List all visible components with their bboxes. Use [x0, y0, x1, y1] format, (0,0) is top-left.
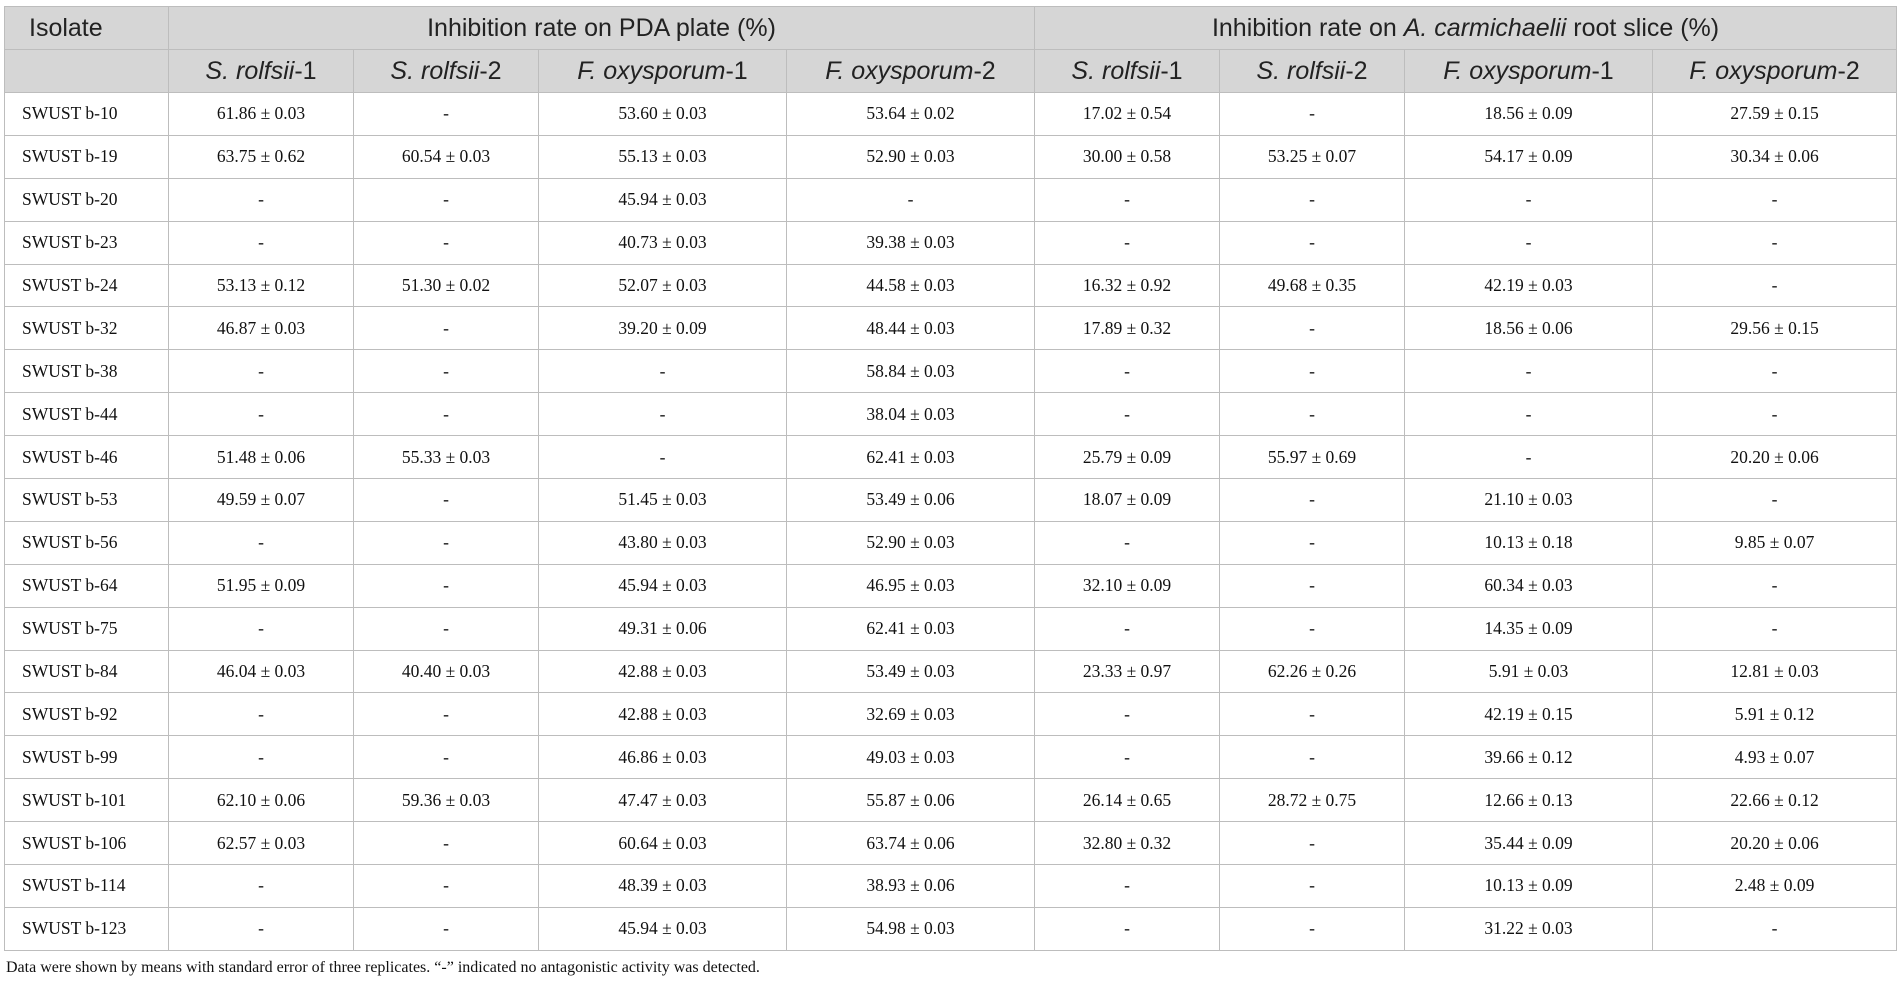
isolate-cell: SWUST b-84 [5, 650, 169, 693]
value-cell: 42.88 ± 0.03 [539, 693, 787, 736]
isolate-cell: SWUST b-23 [5, 221, 169, 264]
value-cell: - [354, 607, 539, 650]
value-cell: - [354, 865, 539, 908]
table-row [5, 564, 1897, 607]
isolate-cell: SWUST b-46 [5, 436, 169, 479]
value-cell: - [1035, 693, 1220, 736]
table-row [5, 264, 1897, 307]
pathogen-header [787, 50, 1035, 93]
isolate-cell: SWUST b-99 [5, 736, 169, 779]
group-header-root-slice [1035, 7, 1897, 50]
value-cell: - [354, 822, 539, 865]
value-cell: 23.33 ± 0.97 [1035, 650, 1220, 693]
value-cell: - [787, 178, 1035, 221]
table-row [5, 221, 1897, 264]
value-cell: - [1653, 178, 1897, 221]
isolate-cell: SWUST b-10 [5, 93, 169, 136]
value-cell: 30.34 ± 0.06 [1653, 135, 1897, 178]
value-cell: - [169, 178, 354, 221]
value-cell: 53.25 ± 0.07 [1220, 135, 1405, 178]
value-cell: - [1220, 307, 1405, 350]
group-header-pda: Inhibition rate on PDA plate (%) [169, 7, 1035, 50]
value-cell: - [1035, 350, 1220, 393]
value-cell: - [169, 521, 354, 564]
value-cell: 2.48 ± 0.09 [1653, 865, 1897, 908]
value-cell: 14.35 ± 0.09 [1405, 607, 1653, 650]
table-row [5, 521, 1897, 564]
pathogen-strain: -2 [1837, 56, 1860, 85]
value-cell: - [1220, 479, 1405, 522]
value-cell: - [1653, 607, 1897, 650]
value-cell: - [1405, 350, 1653, 393]
isolate-cell: SWUST b-92 [5, 693, 169, 736]
value-cell: - [1035, 221, 1220, 264]
group-root-suffix: root slice (%) [1566, 13, 1720, 42]
pathogen-species: F. oxysporum [1443, 56, 1592, 85]
group-root-species: A. carmichaelii [1403, 13, 1567, 42]
value-cell: - [1653, 264, 1897, 307]
value-cell: 62.26 ± 0.26 [1220, 650, 1405, 693]
value-cell: 39.66 ± 0.12 [1405, 736, 1653, 779]
value-cell: - [354, 93, 539, 136]
value-cell: 38.04 ± 0.03 [787, 393, 1035, 436]
value-cell: 60.54 ± 0.03 [354, 135, 539, 178]
value-cell: - [169, 736, 354, 779]
value-cell: 52.90 ± 0.03 [787, 135, 1035, 178]
isolate-cell: SWUST b-19 [5, 135, 169, 178]
value-cell: 10.13 ± 0.18 [1405, 521, 1653, 564]
isolate-cell: SWUST b-44 [5, 393, 169, 436]
value-cell: - [354, 393, 539, 436]
pathogen-header [1405, 50, 1653, 93]
value-cell: 17.02 ± 0.54 [1035, 93, 1220, 136]
table-row [5, 779, 1897, 822]
value-cell: 58.84 ± 0.03 [787, 350, 1035, 393]
value-cell: 46.04 ± 0.03 [169, 650, 354, 693]
value-cell: - [354, 307, 539, 350]
value-cell: - [169, 693, 354, 736]
value-cell: 26.14 ± 0.65 [1035, 779, 1220, 822]
value-cell: 53.13 ± 0.12 [169, 264, 354, 307]
value-cell: 62.41 ± 0.03 [787, 607, 1035, 650]
value-cell: - [354, 564, 539, 607]
value-cell: 42.88 ± 0.03 [539, 650, 787, 693]
isolate-header: Isolate [5, 7, 169, 50]
value-cell: 54.98 ± 0.03 [787, 907, 1035, 950]
group-root-prefix: Inhibition rate on [1211, 13, 1404, 42]
value-cell: 25.79 ± 0.09 [1035, 436, 1220, 479]
isolate-cell: SWUST b-101 [5, 779, 169, 822]
value-cell: 60.64 ± 0.03 [539, 822, 787, 865]
value-cell: 49.03 ± 0.03 [787, 736, 1035, 779]
isolate-header-spacer [5, 50, 169, 93]
pathogen-species: F. oxysporum [825, 56, 974, 85]
isolate-cell: SWUST b-75 [5, 607, 169, 650]
value-cell: 39.38 ± 0.03 [787, 221, 1035, 264]
value-cell: 17.89 ± 0.32 [1035, 307, 1220, 350]
value-cell: - [1035, 607, 1220, 650]
value-cell: 42.19 ± 0.03 [1405, 264, 1653, 307]
pathogen-header [1035, 50, 1220, 93]
value-cell: 46.86 ± 0.03 [539, 736, 787, 779]
table-header [5, 7, 1897, 93]
value-cell: - [169, 607, 354, 650]
value-cell: 53.49 ± 0.06 [787, 479, 1035, 522]
value-cell: 18.56 ± 0.06 [1405, 307, 1653, 350]
value-cell: - [169, 393, 354, 436]
isolate-cell: SWUST b-114 [5, 865, 169, 908]
value-cell: - [354, 350, 539, 393]
pathogen-species: F. oxysporum [1689, 56, 1838, 85]
table-row [5, 865, 1897, 908]
value-cell: 45.94 ± 0.03 [539, 907, 787, 950]
value-cell: 12.81 ± 0.03 [1653, 650, 1897, 693]
value-cell: 62.41 ± 0.03 [787, 436, 1035, 479]
value-cell: - [1220, 736, 1405, 779]
value-cell: - [169, 907, 354, 950]
isolate-cell: SWUST b-123 [5, 907, 169, 950]
value-cell: 55.97 ± 0.69 [1220, 436, 1405, 479]
value-cell: 20.20 ± 0.06 [1653, 436, 1897, 479]
value-cell: - [354, 221, 539, 264]
pathogen-strain: -1 [725, 56, 748, 85]
value-cell: 63.74 ± 0.06 [787, 822, 1035, 865]
pathogen-header [169, 50, 354, 93]
pathogen-strain: -2 [479, 56, 502, 85]
table-container [4, 6, 1896, 977]
value-cell: 52.07 ± 0.03 [539, 264, 787, 307]
isolate-cell: SWUST b-24 [5, 264, 169, 307]
value-cell: - [1220, 607, 1405, 650]
value-cell: - [1035, 736, 1220, 779]
value-cell: 32.69 ± 0.03 [787, 693, 1035, 736]
isolate-cell: SWUST b-106 [5, 822, 169, 865]
value-cell: - [1220, 521, 1405, 564]
table-row [5, 607, 1897, 650]
table-row [5, 93, 1897, 136]
value-cell: 43.80 ± 0.03 [539, 521, 787, 564]
value-cell: - [1653, 221, 1897, 264]
isolate-cell: SWUST b-32 [5, 307, 169, 350]
value-cell: - [1653, 907, 1897, 950]
isolate-cell: SWUST b-38 [5, 350, 169, 393]
value-cell: 44.58 ± 0.03 [787, 264, 1035, 307]
pathogen-strain: -2 [973, 56, 996, 85]
table-row [5, 393, 1897, 436]
value-cell: 35.44 ± 0.09 [1405, 822, 1653, 865]
value-cell: 46.95 ± 0.03 [787, 564, 1035, 607]
value-cell: - [354, 907, 539, 950]
value-cell: 32.80 ± 0.32 [1035, 822, 1220, 865]
value-cell: - [1653, 393, 1897, 436]
pathogen-header [1653, 50, 1897, 93]
pathogen-species: F. oxysporum [577, 56, 726, 85]
value-cell: - [1035, 907, 1220, 950]
isolate-cell: SWUST b-56 [5, 521, 169, 564]
pathogen-species: S. rolfsii [1071, 56, 1161, 85]
inhibition-rate-table [4, 6, 1897, 951]
value-cell: 63.75 ± 0.62 [169, 135, 354, 178]
value-cell: - [354, 178, 539, 221]
value-cell: 18.56 ± 0.09 [1405, 93, 1653, 136]
table-row [5, 693, 1897, 736]
pathogen-species: S. rolfsii [205, 56, 295, 85]
value-cell: - [1405, 393, 1653, 436]
value-cell: - [539, 393, 787, 436]
value-cell: 49.68 ± 0.35 [1220, 264, 1405, 307]
pathogen-species: S. rolfsii [1256, 56, 1346, 85]
value-cell: 53.60 ± 0.03 [539, 93, 787, 136]
value-cell: 40.40 ± 0.03 [354, 650, 539, 693]
value-cell: 20.20 ± 0.06 [1653, 822, 1897, 865]
value-cell: 48.44 ± 0.03 [787, 307, 1035, 350]
table-row [5, 822, 1897, 865]
value-cell: 51.30 ± 0.02 [354, 264, 539, 307]
value-cell: - [1220, 693, 1405, 736]
value-cell: 62.57 ± 0.03 [169, 822, 354, 865]
value-cell: - [1220, 178, 1405, 221]
pathogen-species: S. rolfsii [390, 56, 480, 85]
isolate-cell: SWUST b-20 [5, 178, 169, 221]
table-footnote: Data were shown by means with standard error of three replicates. “-” indicated no antagonistic activity was detected. [6, 958, 760, 976]
pathogen-header [354, 50, 539, 93]
header-row-groups [5, 7, 1897, 50]
value-cell: - [169, 865, 354, 908]
value-cell: 39.20 ± 0.09 [539, 307, 787, 350]
value-cell: - [354, 693, 539, 736]
table-body [5, 93, 1897, 951]
value-cell: - [1220, 350, 1405, 393]
value-cell: 31.22 ± 0.03 [1405, 907, 1653, 950]
value-cell: 5.91 ± 0.03 [1405, 650, 1653, 693]
pathogen-strain: -1 [1591, 56, 1614, 85]
value-cell: 5.91 ± 0.12 [1653, 693, 1897, 736]
value-cell: 51.95 ± 0.09 [169, 564, 354, 607]
value-cell: - [539, 436, 787, 479]
table-row [5, 350, 1897, 393]
value-cell: - [354, 521, 539, 564]
value-cell: - [1035, 393, 1220, 436]
value-cell: 62.10 ± 0.06 [169, 779, 354, 822]
table-row [5, 650, 1897, 693]
value-cell: - [1220, 865, 1405, 908]
value-cell: 45.94 ± 0.03 [539, 564, 787, 607]
value-cell: 55.33 ± 0.03 [354, 436, 539, 479]
value-cell: 49.31 ± 0.06 [539, 607, 787, 650]
value-cell: - [1220, 822, 1405, 865]
value-cell: 54.17 ± 0.09 [1405, 135, 1653, 178]
value-cell: 38.93 ± 0.06 [787, 865, 1035, 908]
value-cell: 53.64 ± 0.02 [787, 93, 1035, 136]
table-row [5, 178, 1897, 221]
value-cell: - [1220, 907, 1405, 950]
value-cell: 28.72 ± 0.75 [1220, 779, 1405, 822]
value-cell: - [1220, 564, 1405, 607]
value-cell: 52.90 ± 0.03 [787, 521, 1035, 564]
value-cell: 10.13 ± 0.09 [1405, 865, 1653, 908]
value-cell: 45.94 ± 0.03 [539, 178, 787, 221]
value-cell: 53.49 ± 0.03 [787, 650, 1035, 693]
value-cell: 47.47 ± 0.03 [539, 779, 787, 822]
value-cell: - [1653, 350, 1897, 393]
value-cell: - [354, 736, 539, 779]
value-cell: 48.39 ± 0.03 [539, 865, 787, 908]
value-cell: 12.66 ± 0.13 [1405, 779, 1653, 822]
value-cell: 55.87 ± 0.06 [787, 779, 1035, 822]
value-cell: 61.86 ± 0.03 [169, 93, 354, 136]
table-row [5, 907, 1897, 950]
value-cell: - [1220, 393, 1405, 436]
value-cell: 22.66 ± 0.12 [1653, 779, 1897, 822]
value-cell: - [1653, 479, 1897, 522]
value-cell: - [1220, 221, 1405, 264]
value-cell: 40.73 ± 0.03 [539, 221, 787, 264]
value-cell: 49.59 ± 0.07 [169, 479, 354, 522]
value-cell: - [1035, 521, 1220, 564]
isolate-cell: SWUST b-64 [5, 564, 169, 607]
value-cell: 55.13 ± 0.03 [539, 135, 787, 178]
value-cell: 16.32 ± 0.92 [1035, 264, 1220, 307]
pathogen-header [1220, 50, 1405, 93]
pathogen-strain: -1 [1160, 56, 1183, 85]
value-cell: - [1405, 436, 1653, 479]
value-cell: 51.45 ± 0.03 [539, 479, 787, 522]
value-cell: - [1405, 178, 1653, 221]
value-cell: 51.48 ± 0.06 [169, 436, 354, 479]
value-cell: - [169, 221, 354, 264]
value-cell: - [1035, 865, 1220, 908]
value-cell: 9.85 ± 0.07 [1653, 521, 1897, 564]
value-cell: - [539, 350, 787, 393]
table-row [5, 135, 1897, 178]
value-cell: 32.10 ± 0.09 [1035, 564, 1220, 607]
header-row-pathogens [5, 50, 1897, 93]
table-row [5, 436, 1897, 479]
value-cell: - [169, 350, 354, 393]
value-cell: - [1035, 178, 1220, 221]
value-cell: - [354, 479, 539, 522]
value-cell: - [1405, 221, 1653, 264]
table-row [5, 307, 1897, 350]
value-cell: - [1220, 93, 1405, 136]
value-cell: 60.34 ± 0.03 [1405, 564, 1653, 607]
value-cell: 30.00 ± 0.58 [1035, 135, 1220, 178]
table-row [5, 479, 1897, 522]
value-cell: 27.59 ± 0.15 [1653, 93, 1897, 136]
isolate-cell: SWUST b-53 [5, 479, 169, 522]
value-cell: 18.07 ± 0.09 [1035, 479, 1220, 522]
value-cell: 46.87 ± 0.03 [169, 307, 354, 350]
value-cell: 42.19 ± 0.15 [1405, 693, 1653, 736]
pathogen-header [539, 50, 787, 93]
value-cell: 59.36 ± 0.03 [354, 779, 539, 822]
value-cell: 4.93 ± 0.07 [1653, 736, 1897, 779]
value-cell: 29.56 ± 0.15 [1653, 307, 1897, 350]
pathogen-strain: -1 [294, 56, 317, 85]
table-row [5, 736, 1897, 779]
value-cell: - [1653, 564, 1897, 607]
value-cell: 21.10 ± 0.03 [1405, 479, 1653, 522]
pathogen-strain: -2 [1345, 56, 1368, 85]
